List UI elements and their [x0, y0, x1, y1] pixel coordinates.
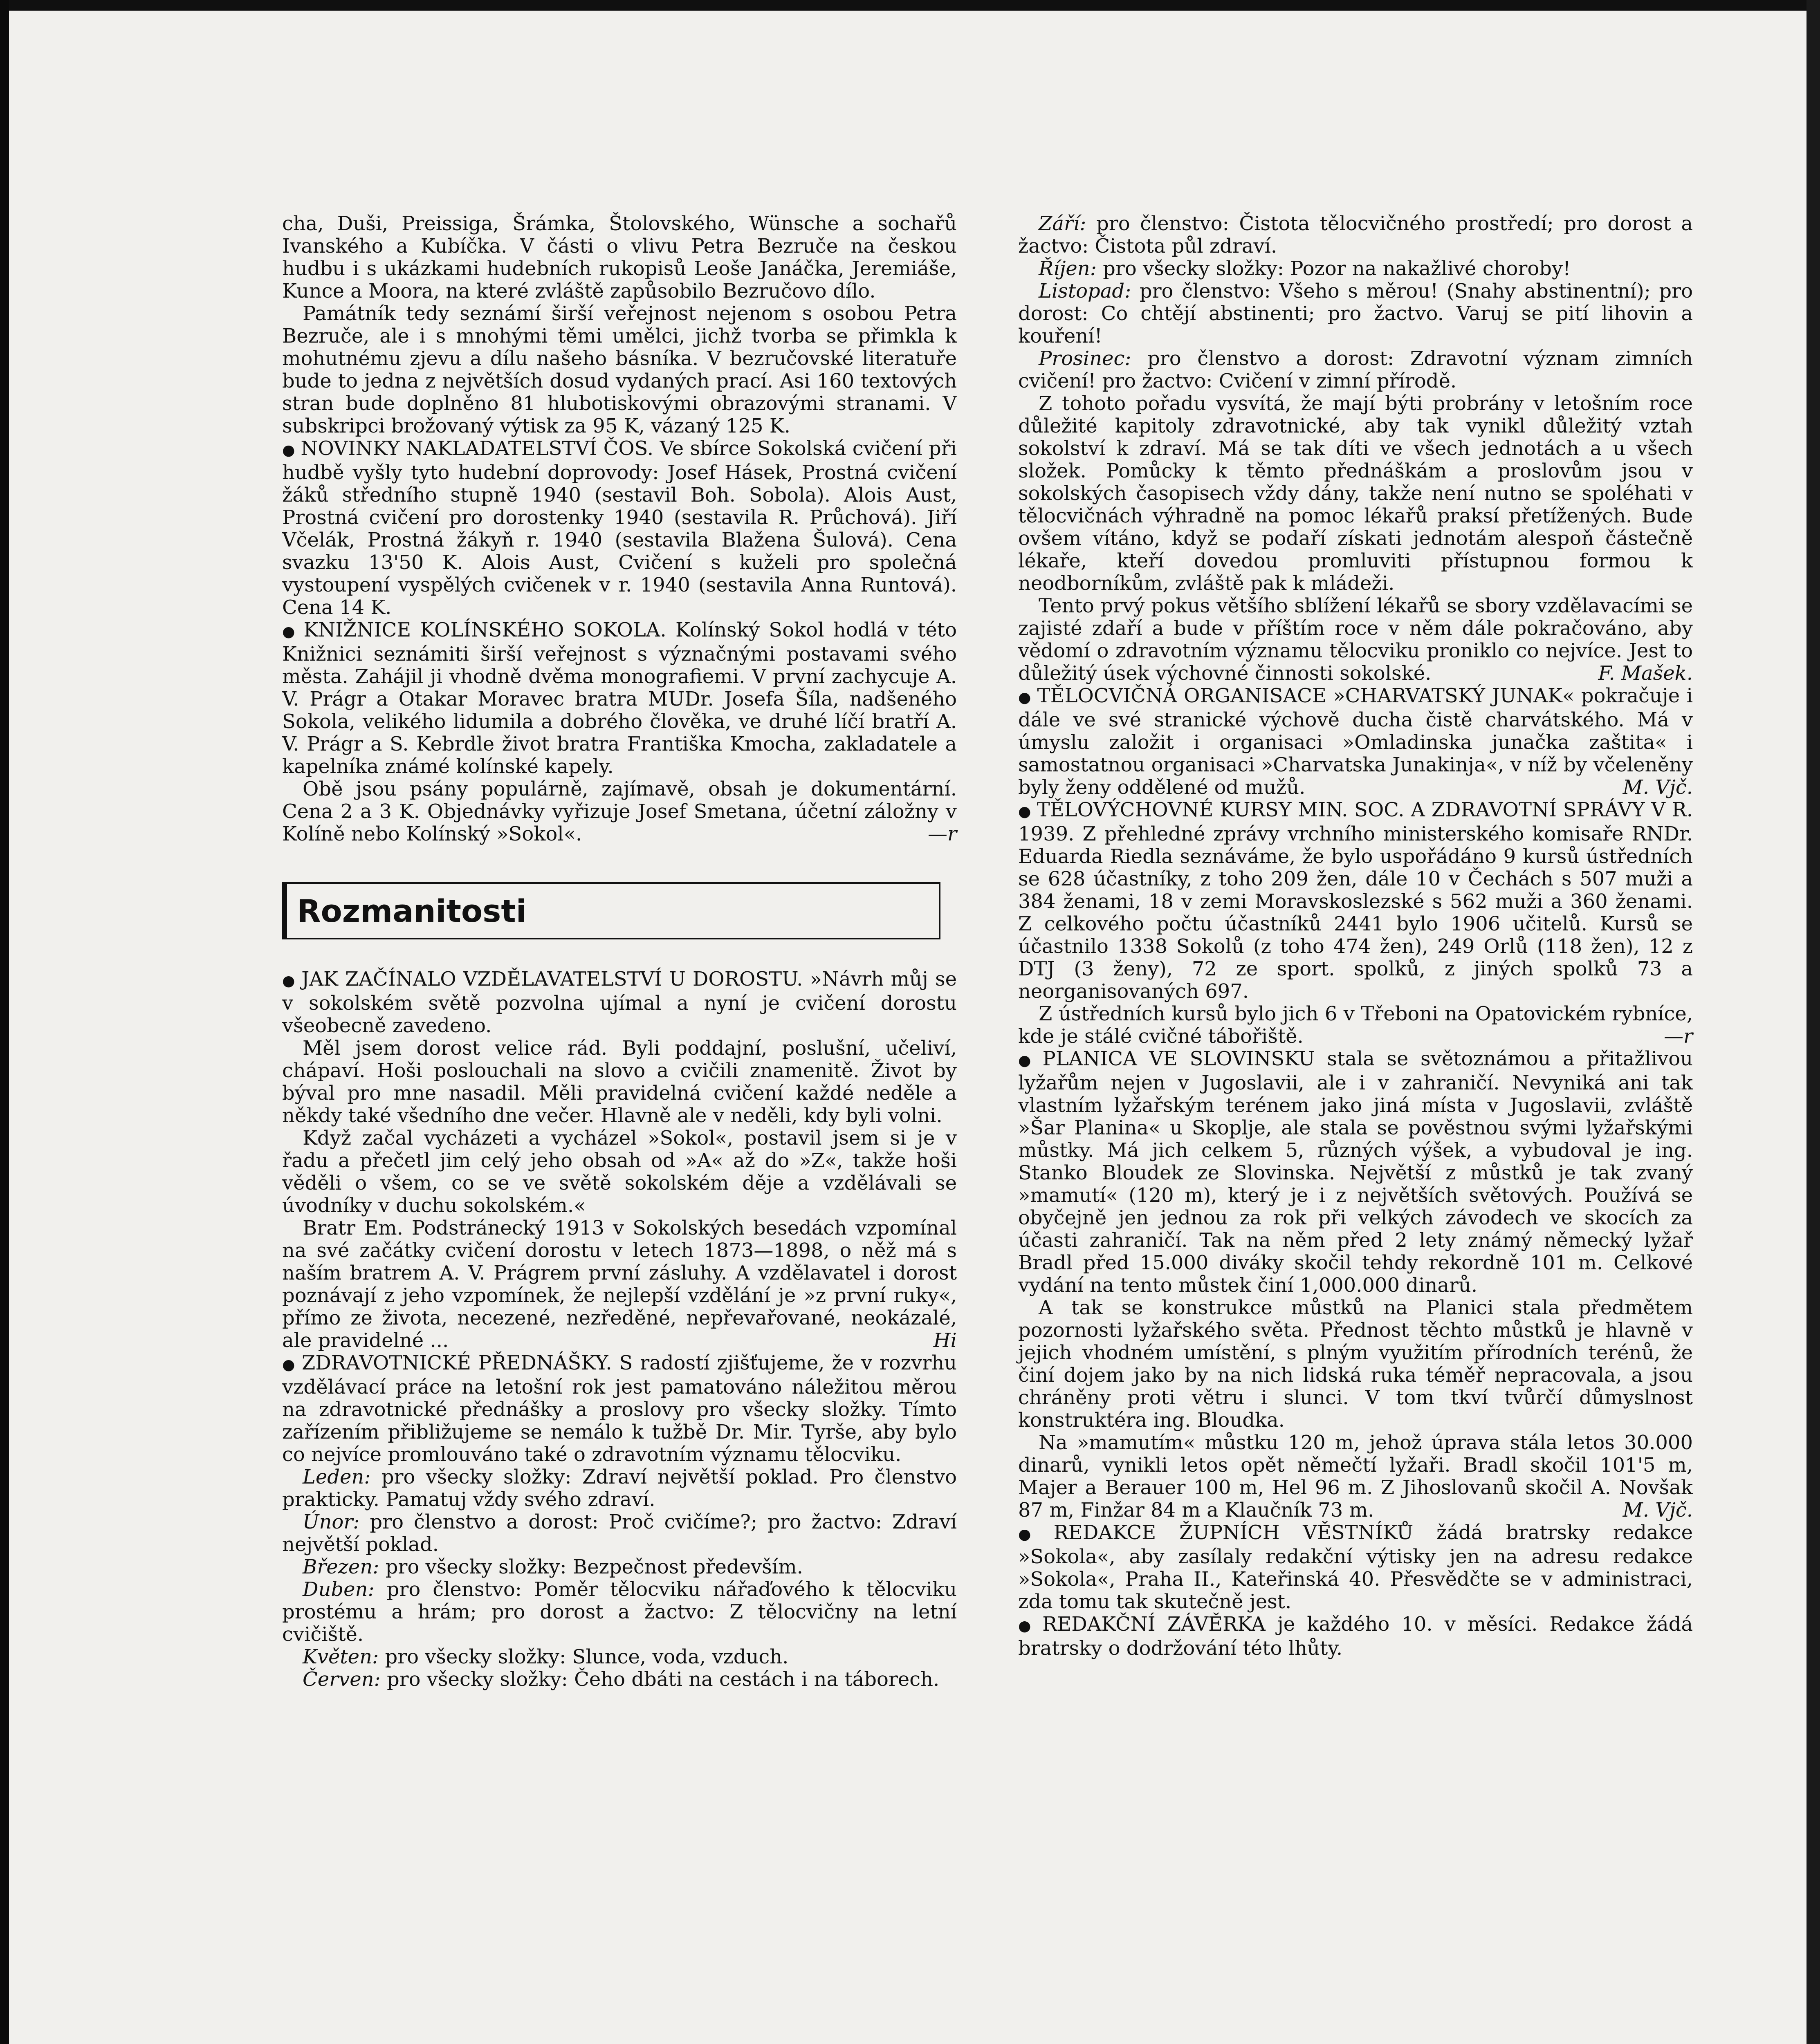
jak-body-4: Bratr Em. Podstránecký 1913 v Sokolských besedách vzpomínal na své začátky cvičení dorostu v letech 1873—1898, o něž má s naším bratrem A. V. Prágrem první zásluhy. A vzdělavatel i dorost poznávají z jeho vzpomínek, že nejlepší vzdělání je »z první ruky«, přímo ze života, necezené, nezředěné, nepřevařované, neokázalé, ale pravidelné ...: [282, 1217, 957, 1352]
bullet-icon: ●: [1018, 1618, 1031, 1634]
zdrav-signature: F. Mašek.: [1598, 662, 1693, 685]
junak-article: [1018, 685, 1693, 799]
planica-body-3: Na »mamutím« můstku 120 m, jehož úprava stála letos 30.000 dinarů, vynikli letos opět němečtí lyžaři. Bradl skočil 101'5 m, Majer a Berauer 100 m, Hel 96 m. Z Jihoslovanů skočil A. Novšak 87 m, Finžar 84 m a Klaučník 73 m.: [1018, 1431, 1693, 1522]
scan-border-right: [1807, 0, 1820, 2044]
month-name: Leden:: [303, 1466, 371, 1488]
bullet-icon: ●: [1018, 1052, 1031, 1069]
rubric-bar: [282, 882, 287, 939]
month-text: pro všecky složky: Zdraví největší poklad. Pro členstvo prakticky. Pamatuj vždy svého zdraví.: [282, 1466, 957, 1511]
month-name: Červen:: [303, 1668, 381, 1691]
planica-article: [1018, 1048, 1693, 1297]
scan-border-top: [0, 0, 1820, 11]
month-text: pro všecky složky: Čeho dbáti na cestách i na táborech.: [386, 1668, 940, 1691]
month-line: [1018, 258, 1693, 280]
jak-heading: JAK ZAČÍNALO VZDĚLAVATELSTVÍ U DOROSTU.: [301, 968, 803, 991]
month-name: Duben:: [303, 1578, 375, 1601]
month-line: [282, 1646, 957, 1668]
page-body: [282, 213, 1693, 2044]
month-text: pro členstvo: Čistota tělocvičného prostředí; pro dorost a žactvo: Čistota půl zdraví.: [1018, 212, 1693, 258]
month-line: [282, 1466, 957, 1511]
month-name: Květen:: [303, 1645, 379, 1668]
month-name: Únor:: [303, 1511, 360, 1533]
kursy-body-2: Z ústředních kursů bylo jich 6 v Třeboni na Opatovickém rybníce, kde je stálé cvičné tábořiště.: [1018, 1002, 1693, 1048]
knihovna-article: [282, 619, 957, 778]
month-line: [282, 1556, 957, 1578]
kursy-paragraph-2: [1018, 1003, 1693, 1048]
redakce-body: žádá bratrsky redakce »Sokola«, aby zasílaly redakční výtisky jen na adresu redakce »Sokola«, Praha II., Kateřinská 40. Přesvědčte se v administraci, zda tomu tak skutečně jest.: [1018, 1521, 1693, 1613]
planica-body: stala se světoznámou a přitažlivou lyžařům nejen v Jugoslavii, ale i v zahraničí. Nevyniká ani tak vlastním lyžařským terénem jako jiná místa v Jugoslavii, zvláště »Šar Planina« u Skoplje, ale stala se pověstnou svými lyžařskými můstky. Má jich celkem 5, různých výšek, a vybudoval je ing. Stanko Bloudek ze Slovinska. Největší z můstků je tak zvaný »mamutí« (120 m), který je i z největších světových. Používá se obyčejně jen jednou za rok při velkých závodech ve skocích za účasti zahraničí. Tak na něm před 2 lety známý německý lyžař Bradl před 15.000 diváky skočil tehdy rekordně 101 m. Celkové vydání na tento můstek činí 1,000.000 dinarů.: [1018, 1047, 1693, 1297]
novinky-article: [282, 437, 957, 619]
knihovna-paragraph-2: [282, 778, 957, 845]
zaverka-heading: REDAKČNÍ ZÁVĚRKA: [1042, 1613, 1266, 1636]
novinky-body: Ve sbírce Sokolská cvičení při hudbě vyšly tyto hudební doprovody: Josef Hásek, Prostná cvičení žáků středního stupně 1940 (sestavil Boh. Sobola). Alois Aust, Prostná cvičení pro dorostenky 1940 (sestavila R. Průchová). Jiří Včelák, Prostná žákyň r. 1940 (sestavila Blažena Šulová). Cena svazku 13'50 K. Alois Aust, Cvičení s kuželi pro společná vystoupení vyspělých cvičenek v r. 1940 (sestavila Anna Runtová). Cena 14 K.: [282, 437, 957, 619]
zaverka-article: [1018, 1613, 1693, 1660]
knihovna-body-2: Obě jsou psány populárně, zajímavě, obsah je dokumentární. Cena 2 a 3 K. Objednávky vyřizuje Josef Smetana, účetní záložny v Kolíně nebo Kolínský »Sokol«.: [282, 778, 957, 845]
section-rubric-box: [282, 882, 940, 939]
junak-heading: TĚLOCVIČNÁ ORGANISACE »CHARVATSKÝ JUNAK«: [1037, 684, 1575, 707]
knihovna-heading: KNIŽNICE KOLÍNSKÉHO SOKOLA.: [303, 619, 667, 641]
kursy-heading: TĚLOVÝCHOVNÉ KURSY MIN. SOC. A ZDRAVOTNÍ SPRÁVY V R. 1939.: [1018, 798, 1693, 845]
right-column: [1018, 213, 1693, 2044]
month-line: [1018, 280, 1693, 347]
month-name: Prosinec:: [1039, 347, 1131, 370]
knihovna-signature: —r: [928, 823, 957, 845]
novinky-heading: NOVINKY NAKLADATELSTVÍ ČOS.: [301, 437, 654, 460]
redakce-heading: REDAKCE ŽUPNÍCH VĚSTNÍKŮ: [1053, 1521, 1414, 1544]
month-line: [282, 1578, 957, 1646]
bullet-icon: ●: [282, 442, 295, 459]
bullet-icon: ●: [282, 973, 295, 989]
section-title: Rozmanitosti: [297, 892, 527, 929]
planica-paragraph-2: A tak se konstrukce můstků na Planici stala předmětem pozornosti lyžařského světa. Přednost těchto můstků je hlavně v jejich vhodném umístění, s plným využitím přírodních terénů, že činí dojem jako by na nich lidská ruka téměř nepracovala, a jsou chráněny proti větru i slunci. V tom tkví tvůrčí důmyslnost konstruktéra ing. Bloudka.: [1018, 1296, 1693, 1432]
bullet-icon: ●: [1018, 689, 1031, 706]
jak-signature: Hi: [933, 1329, 957, 1352]
kursy-signature: —r: [1664, 1025, 1693, 1048]
zdrav-continuation: Z tohoto pořadu vysvítá, že mají býti probrány v letošním roce důležité kapitoly zdravotnické, aby tak vynikl důležitý vztah sokolství k zdraví. Má se tak díti ve všech jednotách a u všech složek. Pomůcky k těmto přednáškám a proslovům jsou v sokolských časopisech vždy dány, takže není nutno se spoléhati v tělocvičnách výhradně na pomoc lékařů praksí přetížených. Bude ovšem vítáno, když se podaří získati jednotám alespoň částečně lékaře, kteří dovedou promluviti přístupnou formou k neodborníkům, zvláště pak k mládeži.: [1018, 392, 1693, 595]
intro-paragraph: cha, Duši, Preissiga, Šrámka, Štolovského, Wünsche a sochařů Ivanského a Kubíčka. V části o vlivu Petra Bezruče na českou hudbu i s ukázkami hudebních rukopisů Leoše Janáčka, Jeremiáše, Kunce a Moora, na které zvláště zapůsobilo Bezručovo dílo.: [282, 212, 957, 303]
redakce-article: [1018, 1522, 1693, 1613]
month-text: pro členstvo: Poměr tělocviku nářaďového k tělocviku prostému a hrám; pro dorost a žactvo: Z tělocvičny na letní cvičiště.: [282, 1578, 957, 1646]
month-text: pro všecky složky: Bezpečnost především.: [385, 1555, 803, 1578]
zdrav-heading: ZDRAVOTNICKÉ PŘEDNÁŠKY.: [301, 1351, 612, 1374]
junak-body: pokračuje i dále ve své stranické výchově ducha čistě charvátského. Má v úmyslu založit i organisaci »Omladinska junačka zaštita« i samostatnou organisaci »Charvatska Junakinja«, v níž by včeleněny byly ženy oddělené od mužů.: [1018, 684, 1693, 799]
zdrav-continuation-2: [1018, 595, 1693, 685]
knihovna-body: Kolínský Sokol hodlá v této Knižnici seznámiti širší veřejnost s význačnými postavami svého města. Zahájil ji vhodně dvěma monografiemi. V první zachycuje A. V. Prágr a Otakar Moravec bratra MUDr. Josefa Šíla, nadšeného Sokola, velikého lidumila a dobrého člověka, ve druhé líčí bratří A. V. Prágr a S. Kebrdle život bratra Františka Kmocha, zakladatele a kapelníka známé kolínské kapely.: [282, 619, 957, 778]
scan-border-left: [0, 0, 9, 2044]
zdrav-article: [282, 1352, 957, 1466]
bullet-icon: ●: [282, 1356, 295, 1373]
month-line: [1018, 347, 1693, 392]
zdrav-body: S radostí zjišťujeme, že v rozvrhu vzdělávací práce na letošní rok jest pamatováno náležitou měrou na zdravotnické přednášky a proslovy pro všecky složky. Tímto zařízením přibližujeme se nemálo k tužbě Dr. Mir. Tyrše, aby bylo co nejvíce promlouváno také o zdravotním významu tělocviku.: [282, 1351, 957, 1466]
month-line: [282, 1511, 957, 1556]
zdrav-continuation-text: Tento prvý pokus většího sblížení lékařů se sbory vzdělavacími se zajisté zdaří a bude v příštím roce v něm dále pokračováno, aby vědomí o zdravotním významu tělocviku proniklo co nejvíce. Jest to důležitý úsek výchovné činnosti sokolské.: [1018, 594, 1693, 685]
jak-body: »Návrh můj se v sokolském světě pozvolna ujímal a nyní je cvičení dorostu všeobecně zavedeno.: [282, 968, 957, 1037]
month-name: Říjen:: [1039, 257, 1097, 280]
month-text: pro všecky složky: Pozor na nakažlivé choroby!: [1103, 257, 1571, 280]
kursy-article: [1018, 799, 1693, 1003]
month-text: pro členstvo a dorost: Proč cvičíme?; pro žactvo: Zdraví největší poklad.: [282, 1511, 957, 1556]
bullet-icon: ●: [1018, 803, 1031, 820]
planica-paragraph-3: [1018, 1432, 1693, 1522]
month-line: [1018, 213, 1693, 258]
month-text: pro členstvo a dorost: Zdravotní význam zimních cvičení! pro žactvo: Cvičení v zimní přírodě.: [1018, 347, 1693, 392]
jak-paragraph-3: Když začal vycházeti a vycházel »Sokol«, postavil jsem si je v řadu a přečetl jim celý jeho obsah od »A« až do »Z«, takže hoši věděli o všem, co se ve světě sokolském děje a vzdělávali se úvodníky v duchu sokolském.«: [282, 1127, 957, 1217]
planica-signature: M. Vjč.: [1623, 1499, 1693, 1522]
bullet-icon: ●: [282, 623, 295, 640]
zaverka-body: je každého 10. v měsíci. Redakce žádá bratrsky o dodržování této lhůty.: [1018, 1613, 1693, 1660]
jak-paragraph-4: [282, 1217, 957, 1352]
month-text: pro členstvo: Všeho s měrou! (Snahy abstinentní); pro dorost: Co chtějí abstinenti; pro žactvo. Varuj se pití lihovin a kouření!: [1018, 280, 1693, 347]
jak-article: [282, 968, 957, 1037]
planica-heading: PLANICA VE SLOVINSKU: [1042, 1047, 1315, 1070]
kursy-body: Z přehledné zprávy vrchního ministerského komisaře RNDr. Eduarda Riedla seznáváme, že bylo uspořádáno 9 kursů ústředních se 628 účastníky, z toho 209 žen, dále 10 v Čechách s 507 muži a 384 ženami, 18 v zemi Moravskoslezské s 562 muži a 360 ženami. Z celkového počtu účastníků 2441 bylo 1906 učitelů. Kursů se účastnilo 1338 Sokolů (z toho 474 žen), 249 Orlů (118 žen), 12 z DTJ (3 ženy), 72 ze sport. spolků, z jiných spolků 73 a neorganisovaných 697.: [1018, 823, 1693, 1003]
month-line: [282, 1668, 957, 1691]
bullet-icon: ●: [1018, 1526, 1031, 1543]
left-column: [282, 213, 957, 2044]
month-text: pro všecky složky: Slunce, voda, vzduch.: [385, 1645, 789, 1668]
month-name: Březen:: [303, 1555, 379, 1578]
pamatnik-paragraph: Památník tedy seznámí širší veřejnost nejenom s osobou Petra Bezruče, ale i s mnohými těmi umělci, jichž tvorba se přimkla k mohutnému zjevu a dílu našeho básníka. V bezručovské literatuře bude to jedna z největších dosud vydaných prací. Asi 160 textových stran bude doplněno 81 hlubotiskovými obrazovými stranami. V subskripci brožovaný výtisk za 95 K, vázaný 125 K.: [282, 302, 957, 437]
month-name: Listopad:: [1039, 280, 1131, 303]
junak-signature: M. Vjč.: [1623, 776, 1693, 799]
jak-paragraph-2: Měl jsem dorost velice rád. Byli poddajní, poslušní, učeliví, chápaví. Hoši poslouchali na slovo a cvičili znamenitě. Život by býval pro mne nasadil. Měli pravidelná cvičení každé neděle a někdy také všedního dne večer. Hlavně ale v neděli, kdy byli volni.: [282, 1037, 957, 1127]
month-name: Září:: [1039, 212, 1086, 235]
